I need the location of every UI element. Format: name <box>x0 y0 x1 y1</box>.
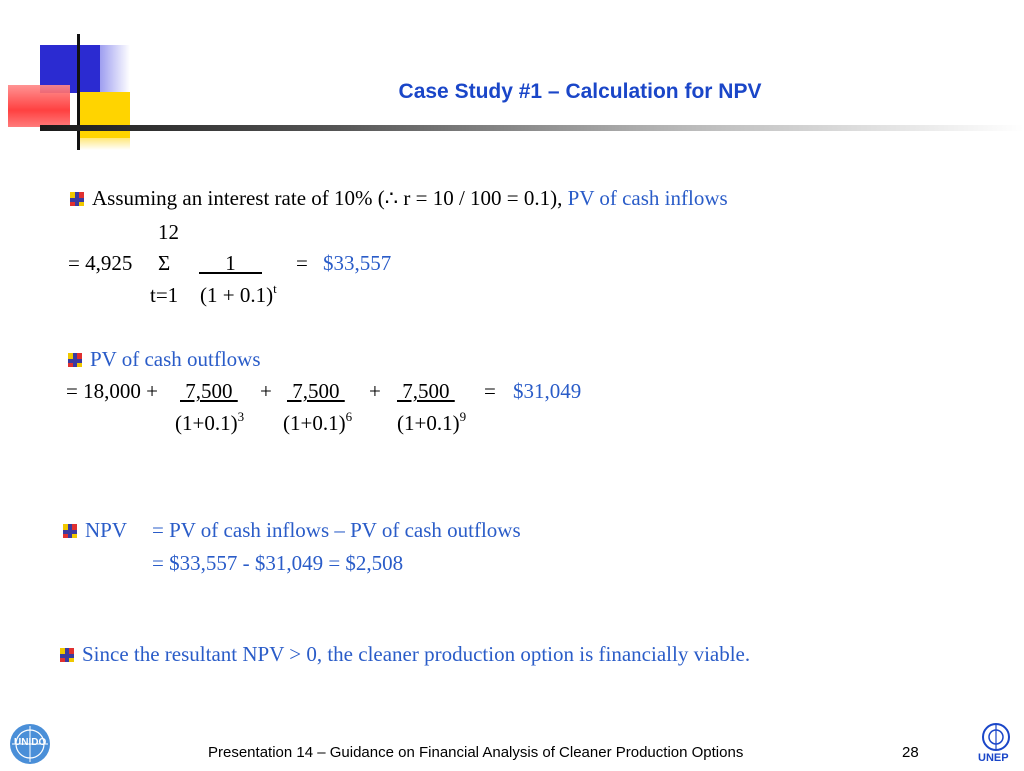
inflows-intro-text: Assuming an interest rate of 10% (∴ r = 10 / 100 = 0.1), <box>92 186 563 210</box>
inflows-denominator <box>200 283 277 308</box>
outflows-exponent-2: 6 <box>345 409 353 424</box>
outflows-exponent-3: 9 <box>459 409 467 424</box>
outflows-plus-1: + <box>260 379 272 403</box>
bullet-icon <box>63 524 77 538</box>
outflows-denominator-2 <box>283 411 352 436</box>
decor-red-square <box>8 85 70 127</box>
unep-logo <box>976 722 1016 766</box>
inflows-result: $33,557 <box>323 251 392 275</box>
inflows-denominator-exponent: t <box>273 281 277 296</box>
inflows-prefix: = 4,925 <box>68 251 133 275</box>
decor-vertical-line <box>77 34 80 150</box>
outflows-numerator-2: 7,500 <box>287 379 345 403</box>
outflows-denominator-3 <box>397 411 466 436</box>
inflows-intro <box>92 186 728 211</box>
npv-label: NPV <box>85 518 128 542</box>
bullet-icon <box>70 192 84 206</box>
decor-blue-fade <box>100 45 130 93</box>
outflows-heading: PV of cash outflows <box>90 347 261 371</box>
outflows-numerator-3: 7,500 <box>397 379 455 403</box>
outflows-plus-2: + <box>369 379 381 403</box>
decor-yellow-square <box>80 92 130 138</box>
conclusion-text: Since the resultant NPV > 0, the cleaner production option is financially viable. <box>82 642 751 666</box>
sum-lower-limit: t=1 <box>150 283 179 307</box>
outflows-numerator-1: 7,500 <box>180 379 238 403</box>
page-number: 28 <box>902 744 919 761</box>
outflows-result: $31,049 <box>513 379 582 403</box>
outflows-exponent-1: 3 <box>237 409 245 424</box>
slide-title: Case Study #1 – Calculation for NPV <box>398 80 762 103</box>
outflows-denominator-1 <box>175 411 244 436</box>
decor-yellow-fade <box>80 138 130 150</box>
inflows-numerator: 1 <box>199 251 262 275</box>
sum-upper-limit: 12 <box>158 220 179 244</box>
outflows-equals: = <box>484 379 496 403</box>
bullet-icon <box>60 648 74 662</box>
unido-logo <box>8 722 52 766</box>
inflows-heading: PV of cash inflows <box>567 186 728 210</box>
outflows-denominator-base: (1+0.1) <box>283 411 346 435</box>
footer-text: Presentation 14 – Guidance on Financial Analysis of Cleaner Production Options <box>208 744 744 761</box>
unep-logo-label: UNEP <box>978 752 1009 764</box>
inflows-denominator-base: (1 + 0.1) <box>200 283 274 307</box>
npv-formula: = PV of cash inflows – PV of cash outflows <box>152 518 521 542</box>
bullet-icon <box>68 353 82 367</box>
outflows-denominator-base: (1+0.1) <box>175 411 238 435</box>
sigma-symbol: Σ <box>158 251 171 275</box>
inflows-equals: = <box>296 251 308 275</box>
npv-calculation: = $33,557 - $31,049 = $2,508 <box>152 551 404 575</box>
decor-horizontal-rule <box>40 125 1024 131</box>
unep-emblem-icon <box>976 722 1016 752</box>
outflows-prefix: = 18,000 + <box>66 379 158 403</box>
outflows-denominator-base: (1+0.1) <box>397 411 460 435</box>
unido-logo-label: UNIDO <box>14 737 47 748</box>
